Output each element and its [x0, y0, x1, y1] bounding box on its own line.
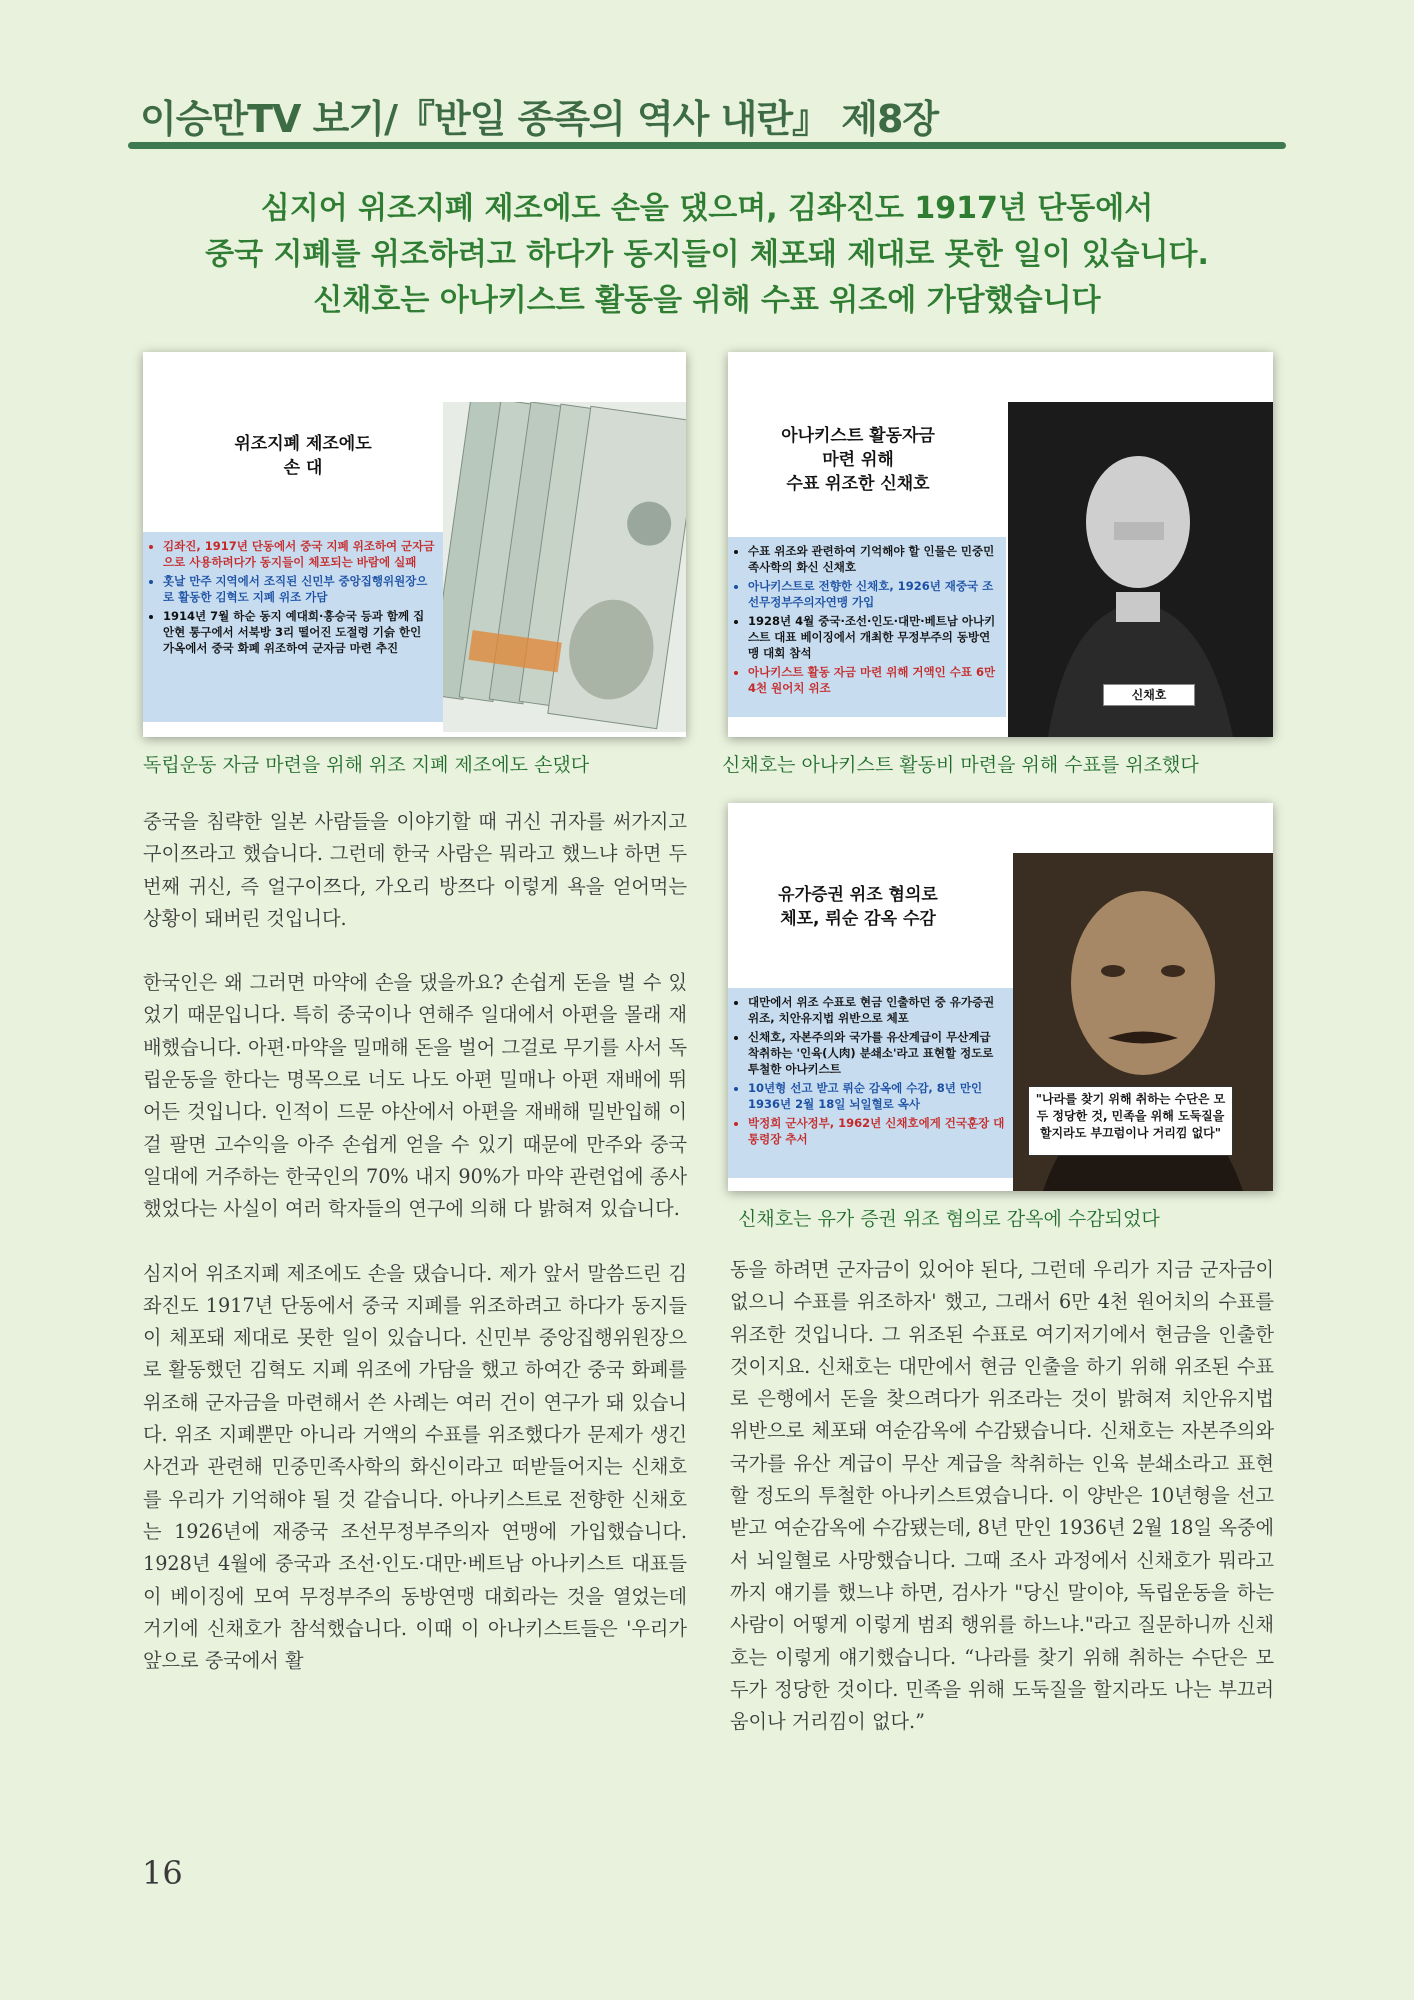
body-column-right — [730, 1254, 1274, 1738]
slide-counterfeit-money — [143, 352, 686, 737]
slide-bullet: • 1928년 4월 중국·조선·인도·대만·베트남 아나키스트 대표 베이징에서 개최한 무정부주의 동방연맹 대회 참석 — [748, 613, 998, 661]
slide-bullet: • 홋날 만주 지역에서 조직된 신민부 중앙집행위원장으로 활동한 김혁도 지폐 위조 가담 — [163, 573, 435, 605]
slide-title — [173, 432, 433, 480]
slide-title-line: 유가증권 위조 혐의로 — [778, 885, 938, 905]
slide-bullet: • 신채호, 자본주의와 국가를 유산계급이 무산계급 착취하는 '인육(人肉) 분쇄소'라고 표현할 정도로 투철한 아나키스트 — [748, 1029, 1005, 1077]
slide-title-line: 아나키스트 활동자금 — [781, 426, 935, 446]
page-number: 16 — [142, 1854, 183, 1892]
slide-title-line: 위조지폐 제조에도 — [234, 434, 372, 454]
banknotes-image — [443, 402, 686, 732]
slide-bullet: • 아나키스트 활동 자금 마련 위해 거액인 수표 6만 4천 원어치 위조 — [748, 664, 998, 696]
body-column-left — [143, 806, 687, 1677]
slide-title — [748, 883, 968, 931]
slide-title-line: 마련 위해 — [822, 450, 894, 470]
slide-check-forgery — [728, 352, 1273, 737]
slide-bullet: • 수표 위조와 관련하여 기억해야 할 인물은 민중민족사학의 화신 신채호 — [748, 543, 998, 575]
caption-slide-1: 독립운동 자금 마련을 위해 위조 지폐 제조에도 손댔다 — [143, 754, 590, 776]
slide-arrest — [728, 803, 1273, 1191]
slide-bullet: • 10년형 선고 받고 뤼순 감옥에 수감, 8년 만인 1936년 2월 18일 뇌일혈로 옥사 — [748, 1080, 1005, 1112]
slide-bullet-box — [728, 988, 1013, 1178]
header-divider — [128, 142, 1286, 149]
slide-bullet: • 대만에서 위조 수표로 현금 인출하던 중 유가증권 위조, 치안유지법 위반으로 체포 — [748, 994, 1005, 1026]
slide-bullet: • 박정희 군사정부, 1962년 신채호에게 건국훈장 대통령장 추서 — [748, 1115, 1005, 1147]
slide-bullet-box — [143, 532, 443, 722]
slide-title-line: 수표 위조한 신채호 — [786, 474, 930, 494]
slide-title — [748, 424, 968, 496]
headline-line-3: 신채호는 아나키스트 활동을 위해 수표 위조에 가담했습니다 — [313, 283, 1101, 318]
caption-slide-3: 신채호는 유가 증권 위조 혐의로 감옥에 수감되었다 — [738, 1208, 1160, 1230]
slide-bullet: • 1914년 7월 하순 동지 예대희·홍승국 등과 함께 집안현 통구에서 서북방 3리 떨어진 도절령 기슭 한인 가옥에서 중국 화폐 위조하여 군자금 마련 추진 — [163, 608, 435, 656]
body-paragraph: 동을 하려면 군자금이 있어야 된다, 그런데 우리가 지금 군자금이 없으니 수표를 위조하자' 했고, 그래서 6만 4천 원어치의 수표를 위조한 것입니다. 그 위조된 수표로 여기저기에서 현금을 인출한 것이지요. 신채호는 대만에서 현금 인출을 하기 위해 위조된 수표로 은행에서 돈을 찾으려다가 위조라는 것이 밝혀져 치안유지법 위반으로 체포돼 여순감옥에 수감됐습니다. 신채호는 자본주의와 국가를 유산 계급이 무산 계급을 착취하는 인육 분쇄소라고 표현할 정도의 투철한 아나키스트였습니다. 이 양반은 10년형을 선고받고 여순감옥에 수감됐는데, 8년 만인 1936년 2월 18일 옥중에서 뇌일혈로 사망했습니다. 그때 조사 과정에서 신채호가 뭐라고까지 얘기를 했느냐 하면, 검사가 "당신 말이야, 독립운동을 하는 사람이 어떻게 이렇게 범죄 행위를 하느냐."라고 질문하니까 신채호는 이렇게 얘기했습니다. “나라를 찾기 위해 취하는 수단은 모두가 정당한 것이다. 민족을 위해 도둑질을 할지라도 나는 부끄러움이나 거리낌이 없다.” — [730, 1258, 1274, 1734]
body-paragraph: 심지어 위조지폐 제조에도 손을 댔습니다. 제가 앞서 말씀드린 김좌진도 1917년 단동에서 중국 지폐를 위조하려고 하다가 동지들이 체포돼 제대로 못한 일이 있습니다. 신민부 중앙집행위원장으로 활동했던 김혁도 지폐 위조에 가담을 했고 하여간 중국 화폐를 위조해 군자금을 마련해서 쓴 사례는 여러 건이 연구가 돼 있습니다. 위조 지폐뿐만 아니라 거액의 수표를 위조했다가 문제가 생긴 사건과 관련해 민중민족사학의 화신이라고 떠받들어지는 신채호를 우리가 기억해야 될 것 같습니다. 아나키스트로 전향한 신채호는 1926년에 재중국 조선무정부주의자 연맹에 가입했습니다. 1928년 4월에 중국과 조선·인도·대만·베트남 아나키스트 대표들이 베이징에 모여 무정부주의 동방연맹 대회라는 것을 열었는데 거기에 신채호가 참석했습니다. 이때 이 아나키스트들은 '우리가 앞으로 중국에서 활 — [143, 1261, 687, 1673]
slide-bullet: • 아나키스트로 전향한 신채호, 1926년 재중국 조선무정부주의자연맹 가입 — [748, 578, 998, 610]
slide-title-line: 체포, 뤼순 감옥 수감 — [780, 909, 936, 929]
caption-slide-2: 신채호는 아나키스트 활동비 마련을 위해 수표를 위조했다 — [722, 754, 1199, 776]
headline — [120, 186, 1294, 324]
headline-line-1: 심지어 위조지폐 제조에도 손을 댔으며, 김좌진도 1917년 단동에서 — [260, 191, 1154, 226]
slide-title-line: 손 대 — [283, 458, 323, 478]
headline-line-2: 중국 지폐를 위조하려고 하다가 동지들이 체포돼 제대로 못한 일이 있습니다. — [205, 237, 1209, 272]
slide-bullet-box — [728, 537, 1006, 717]
body-paragraph: 한국인은 왜 그러면 마약에 손을 댔을까요? 손쉽게 돈을 벌 수 있었기 때문입니다. 특히 중국이나 연해주 일대에서 아편을 몰래 재배했습니다. 아편·마약을 밀매해 돈을 벌어 그걸로 무기를 사서 독립운동을 한다는 명목으로 너도 나도 아편 밀매나 아편 재배에 뛰어든 것입니다. 인적이 드문 야산에서 아편을 재배해 밀반입해 이걸 팔면 고수익을 아주 손쉽게 얻을 수 있기 때문에 만주와 중국 일대에 거주하는 한국인의 70% 내지 90%가 마약 관련업에 종사했었다는 사실이 여러 학자들의 연구에 의해 다 밝혀져 있습니다. — [143, 971, 687, 1221]
quote-box: "나라를 찾기 위해 취하는 수단은 모두 정당한 것, 민족을 위해 도둑질을 할지라도 부끄럼이나 거리낌 없다" — [1028, 1086, 1233, 1156]
body-paragraph: 중국을 침략한 일본 사람들을 이야기할 때 귀신 귀자를 써가지고 구이쯔라고 했습니다. 그런데 한국 사람은 뭐라고 했느냐 하면 두 번째 귀신, 즉 얼구이쯔다, 가오리 방쯔다 이렇게 욕을 얻어먹는 상황이 돼버린 것입니다. — [143, 810, 687, 930]
slide-bullet: • 김좌진, 1917년 단동에서 중국 지폐 위조하여 군자금으로 사용하려다가 동지들이 체포되는 바람에 실패 — [163, 538, 435, 570]
running-header: 이승만TV 보기/『반일 종족의 역사 내란』 제8장 — [140, 97, 939, 141]
portrait-label: 신채호 — [1103, 684, 1195, 706]
